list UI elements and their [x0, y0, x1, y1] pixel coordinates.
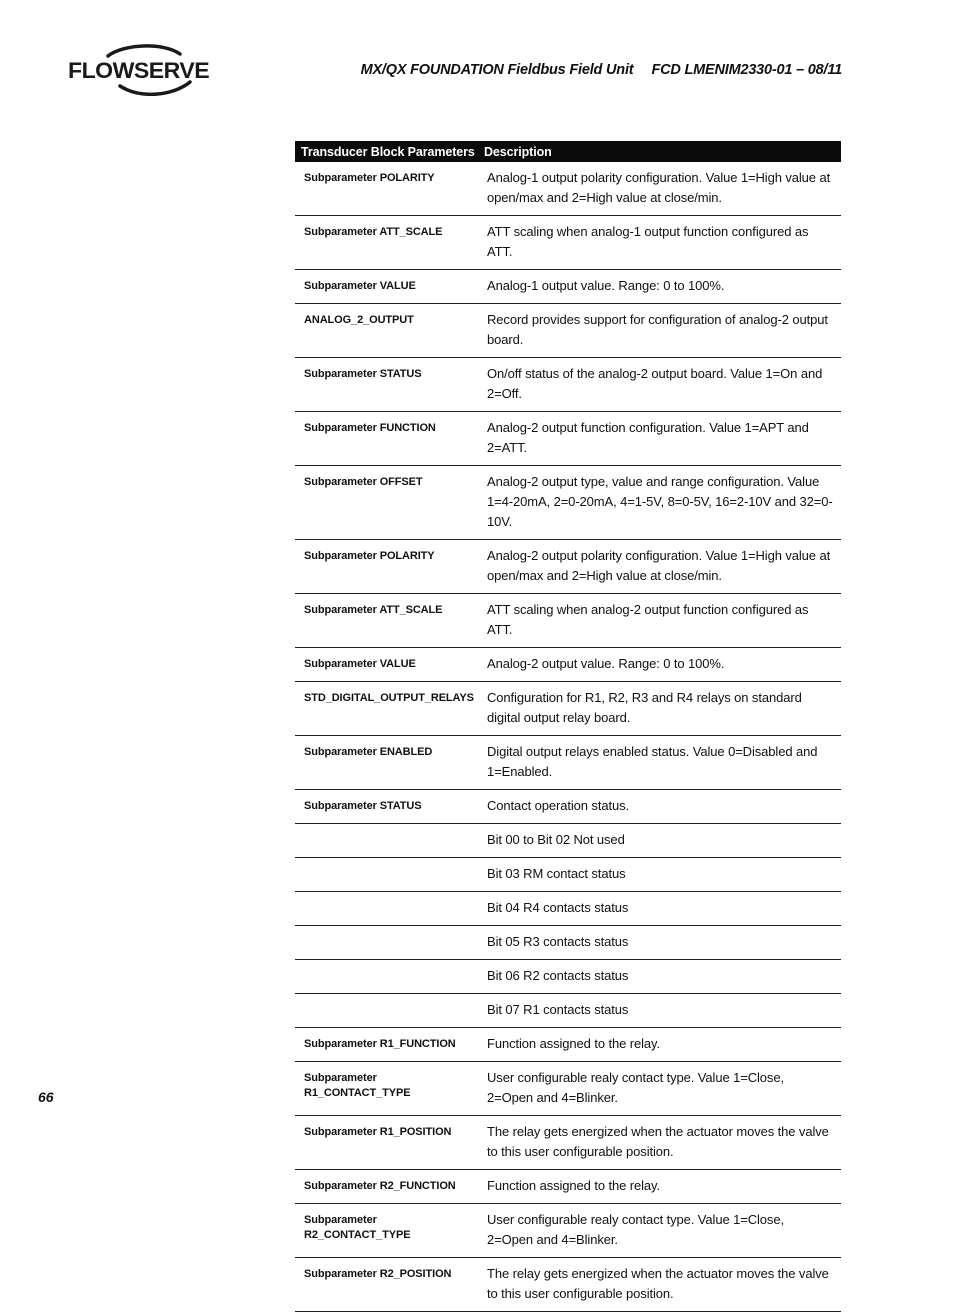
parameter-description: The relay gets energized when the actuator moves the valve to this user configurable position. [478, 1116, 841, 1170]
parameter-description: Digital output relays enabled status. Value 0=Disabled and 1=Enabled. [478, 736, 841, 790]
parameter-description: Analog-1 output polarity configuration. Value 1=High value at open/max and 2=High value at close/min. [478, 162, 841, 216]
table-row [295, 540, 841, 594]
parameter-name: Subparameter ATT_SCALE [295, 216, 478, 270]
column-header-description: Description [478, 141, 841, 162]
flowserve-logo [68, 44, 210, 96]
table-row [295, 216, 841, 270]
parameter-name: Subparameter STATUS [295, 358, 478, 412]
parameter-name: Subparameter POLARITY [295, 162, 478, 216]
parameter-description: Function assigned to the relay. [478, 1028, 841, 1062]
parameter-description: On/off status of the analog-2 output board. Value 1=On and 2=Off. [478, 358, 841, 412]
table-row [295, 1116, 841, 1170]
table-header-row [295, 141, 841, 162]
parameter-description: Contact operation status. [478, 790, 841, 824]
parameter-description: Analog-2 output value. Range: 0 to 100%. [478, 648, 841, 682]
table-row [295, 1170, 841, 1204]
table-row [295, 858, 841, 892]
parameter-name: Subparameter ENABLED [295, 736, 478, 790]
parameter-table [295, 141, 841, 1312]
parameter-name [295, 926, 478, 960]
parameter-description: Record provides support for configuration of analog-2 output board. [478, 304, 841, 358]
parameter-description: Function assigned to the relay. [478, 1170, 841, 1204]
parameter-description: Bit 03 RM contact status [478, 858, 841, 892]
table-row [295, 304, 841, 358]
parameter-description: Configuration for R1, R2, R3 and R4 relays on standard digital output relay board. [478, 682, 841, 736]
table-row [295, 162, 841, 216]
document-title: MX/QX FOUNDATION Fieldbus Field Unit [360, 62, 634, 78]
parameter-name: ANALOG_2_OUTPUT [295, 304, 478, 358]
table-row [295, 824, 841, 858]
table-row [295, 682, 841, 736]
table-row [295, 926, 841, 960]
parameter-description: Bit 06 R2 contacts status [478, 960, 841, 994]
parameter-name: Subparameter R1_CONTACT_TYPE [295, 1062, 478, 1116]
table-row [295, 466, 841, 540]
parameter-description: Bit 04 R4 contacts status [478, 892, 841, 926]
parameter-name: Subparameter POLARITY [295, 540, 478, 594]
parameter-description: ATT scaling when analog-1 output function configured as ATT. [478, 216, 841, 270]
table-row [295, 736, 841, 790]
parameter-name: Subparameter STATUS [295, 790, 478, 824]
parameter-name: Subparameter ATT_SCALE [295, 594, 478, 648]
column-header-parameters: Transducer Block Parameters [295, 141, 478, 162]
page-number: 66 [38, 1089, 54, 1105]
logo-text: FLOWSERVE [68, 58, 210, 83]
parameter-description: Analog-1 output value. Range: 0 to 100%. [478, 270, 841, 304]
parameter-description: Bit 05 R3 contacts status [478, 926, 841, 960]
table-row [295, 412, 841, 466]
parameter-name: Subparameter OFFSET [295, 466, 478, 540]
table-row [295, 358, 841, 412]
table-row [295, 1258, 841, 1312]
parameter-name: Subparameter R1_POSITION [295, 1116, 478, 1170]
table-row [295, 270, 841, 304]
table-row [295, 892, 841, 926]
parameter-name: Subparameter R2_POSITION [295, 1258, 478, 1312]
table-row [295, 790, 841, 824]
table-row [295, 960, 841, 994]
parameter-name: Subparameter R2_FUNCTION [295, 1170, 478, 1204]
parameter-description: User configurable realy contact type. Value 1=Close, 2=Open and 4=Blinker. [478, 1204, 841, 1258]
parameter-description: The relay gets energized when the actuator moves the valve to this user configurable position. [478, 1258, 841, 1312]
parameter-description: Analog-2 output function configuration. Value 1=APT and 2=ATT. [478, 412, 841, 466]
parameter-name: Subparameter R2_CONTACT_TYPE [295, 1204, 478, 1258]
parameter-name [295, 824, 478, 858]
parameter-description: Bit 00 to Bit 02 Not used [478, 824, 841, 858]
parameter-name: STD_DIGITAL_OUTPUT_RELAYS [295, 682, 478, 736]
parameter-name: Subparameter VALUE [295, 648, 478, 682]
table-row [295, 594, 841, 648]
parameter-description: ATT scaling when analog-2 output function configured as ATT. [478, 594, 841, 648]
table-row [295, 1062, 841, 1116]
parameter-name: Subparameter R1_FUNCTION [295, 1028, 478, 1062]
parameter-description: Analog-2 output polarity configuration. Value 1=High value at open/max and 2=High value at close/min. [478, 540, 841, 594]
document-code: FCD LMENIM2330-01 – 08/11 [651, 62, 842, 78]
parameter-name [295, 858, 478, 892]
parameter-description: Analog-2 output type, value and range configuration. Value 1=4-20mA, 2=0-20mA, 4=1-5V, 8=0-5V, 16=2-10V and 32=0-10V. [478, 466, 841, 540]
parameter-description: Bit 07 R1 contacts status [478, 994, 841, 1028]
parameter-name [295, 994, 478, 1028]
parameter-name: Subparameter FUNCTION [295, 412, 478, 466]
parameter-name [295, 892, 478, 926]
document-header [361, 62, 842, 78]
table-row [295, 1028, 841, 1062]
parameter-description: User configurable realy contact type. Value 1=Close, 2=Open and 4=Blinker. [478, 1062, 841, 1116]
parameter-name: Subparameter VALUE [295, 270, 478, 304]
table-row [295, 1204, 841, 1258]
table-row [295, 648, 841, 682]
table-row [295, 994, 841, 1028]
parameter-name [295, 960, 478, 994]
